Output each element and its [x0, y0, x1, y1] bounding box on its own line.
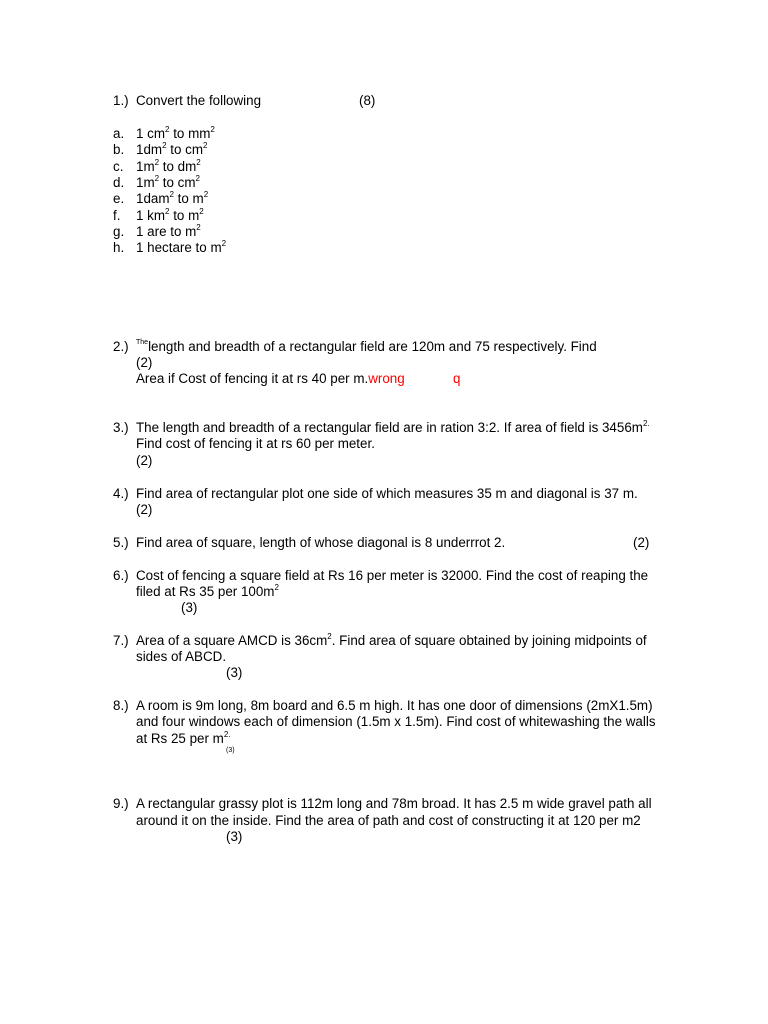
question-text-line: Find cost of fencing it at rs 60 per meter. — [136, 436, 375, 451]
question-text-line: sides of ABCD. — [136, 649, 227, 664]
marks: (2) — [633, 535, 650, 550]
list-item-letter: f. — [113, 208, 121, 223]
question-text: Find area of square, length of whose diagonal is 8 underrrot 2. — [136, 535, 506, 550]
question-text-line: at Rs 25 per $m^{2.}$ — [136, 729, 231, 746]
marks: (2) — [136, 453, 153, 468]
list-item-letter: c. — [113, 159, 124, 174]
question-text: A rectangular grassy plot is 112m long and 78m broad. It has 2.5 m wide gravel path all — [136, 796, 652, 811]
question-number: 4.) — [113, 486, 129, 501]
list-item: 1 hectare to $m^2$ — [136, 238, 227, 255]
question-number: 2.) — [113, 339, 129, 354]
question-text-line: and four windows each of dimension (1.5m x 1.5m). Find cost of whitewashing the walls — [136, 714, 656, 729]
list-item: 1 are to $m^2$ — [136, 222, 201, 239]
list-item-letter: h. — [113, 240, 125, 255]
list-item: 1 $cm^2$ to $mm^2$ — [136, 124, 215, 141]
small-the: The — [136, 339, 149, 346]
marks: (3) — [226, 747, 235, 754]
marks: (3) — [226, 665, 243, 680]
question-number: 3.) — [113, 420, 129, 435]
question-number: 1.) — [113, 93, 129, 108]
list-item-letter: d. — [113, 175, 125, 190]
question-number: 6.) — [113, 568, 129, 583]
question-text: Cost of fencing a square field at Rs 16 per meter is 32000. Find the cost of reaping the — [136, 568, 649, 583]
question-text-line: around it on the inside. Find the area of path and cost of constructing it at 120 per m2 — [136, 813, 641, 828]
question-number: 7.) — [113, 633, 129, 648]
question-text: Convert the following — [136, 93, 262, 108]
list-item-letter: g. — [113, 224, 125, 239]
question-number: 5.) — [113, 535, 129, 550]
question-text-line: Area if Cost of fencing it at rs 40 per m.wrong — [136, 371, 405, 386]
marks: (3) — [181, 600, 198, 615]
wrong-annotation: wrong — [368, 371, 405, 386]
list-item: 1dam$^2$ to $m^2$ — [136, 189, 209, 206]
question-text: Find area of rectangular plot one side of which measures 35 m and diagonal is 37 m. — [136, 486, 638, 501]
marks: (2) — [136, 502, 153, 517]
list-item: $1dm^2$ to $cm^2$ — [136, 140, 208, 157]
marks: (2) — [136, 355, 153, 370]
list-item-letter: a. — [113, 126, 125, 141]
list-item: $1m^2$ to $dm^2$ — [136, 157, 201, 174]
question-text-line: filed at Rs 35 per $100m^2$ — [136, 582, 279, 599]
list-item-letter: e. — [113, 191, 125, 206]
question-text: A room is 9m long, 8m board and 6.5 m high. It has one door of dimensions (2mX1.5m) — [136, 698, 653, 713]
list-item: 1 $km^2$ to $m^2$ — [136, 206, 204, 223]
q-annotation: q — [453, 371, 461, 386]
marks: (3) — [226, 829, 243, 844]
marks: (8) — [359, 93, 376, 108]
list-item: $1m^2$ to $cm^2$ — [136, 173, 200, 190]
question-number: 8.) — [113, 698, 129, 713]
question-text: The length and breadth of a rectangular field are in ration 3:2. If area of field is $3456m^{2.}$ — [136, 418, 650, 435]
list-item-letter: b. — [113, 142, 125, 157]
question-number: 9.) — [113, 796, 129, 811]
question-text: $^{The}$length and breadth of a rectangular field are 120m and 75 respectively. Find — [136, 339, 597, 354]
question-text: Area of a square AMCD is $36cm^2$. Find area of square obtained by joining midpoints of — [136, 631, 647, 648]
